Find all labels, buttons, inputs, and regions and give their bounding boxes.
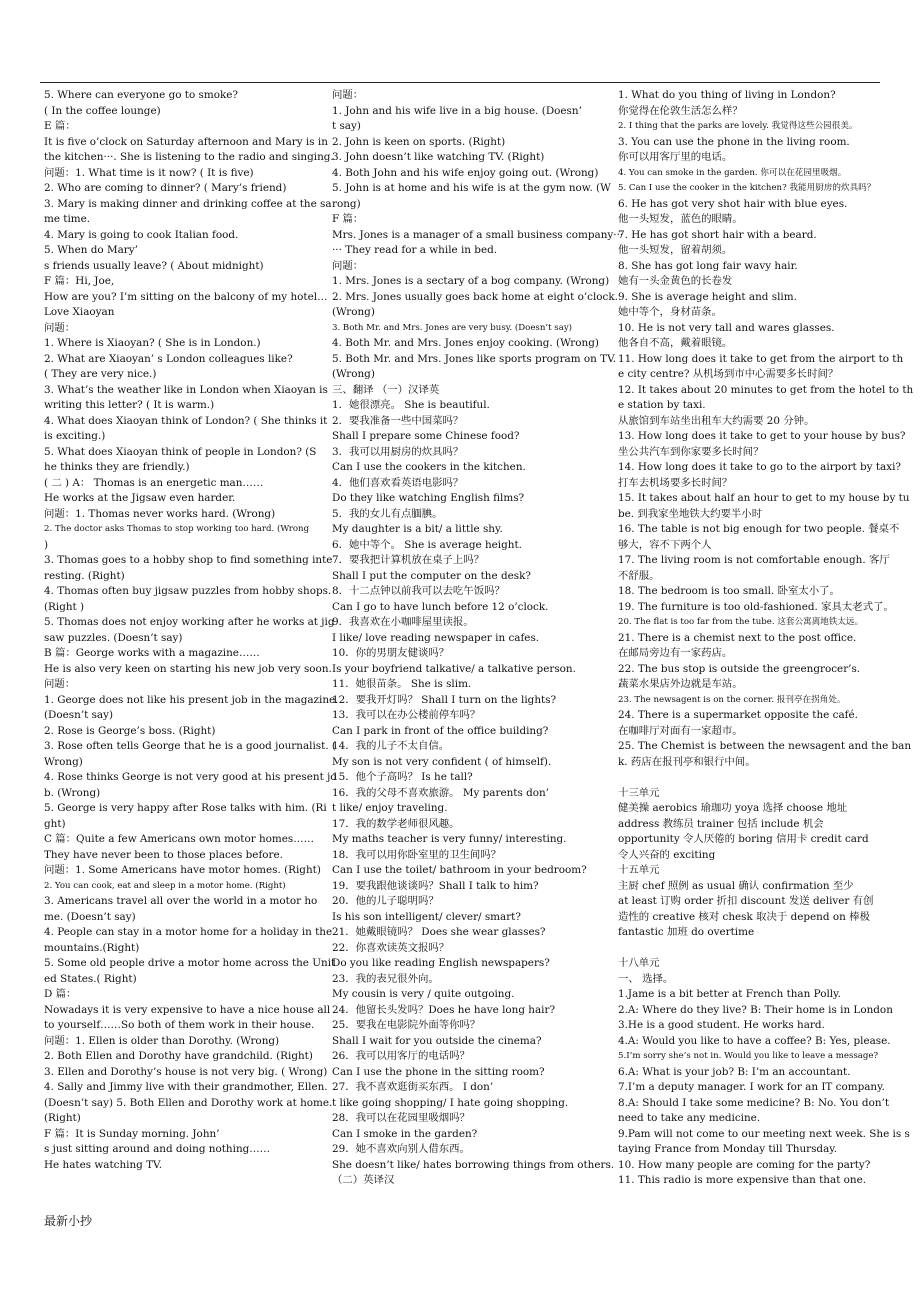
text-line: 2. Mrs. Jones usually goes back home at eight o’clock. [332,290,618,303]
text-line: 2. John is keen on sports. (Right) [332,135,506,148]
text-line: resting. (Right) [44,569,125,582]
text-line: Is his son intelligent/ clever/ smart? [332,910,521,923]
text-line: (Doesn’t say) 5. Both Ellen and Dorothy work at home. [44,1096,333,1109]
text-line: (Wrong) [332,368,375,380]
text-line: 3.He is a good student. He works hard. [618,1019,825,1031]
text-line: 13. How long does it take to get to your house by bus? [618,430,906,442]
text-line: 2. You can cook, eat and sleep in a motor home. (Right) [44,880,286,891]
text-line: 在咖啡厅对面有一家超市。 [618,724,743,737]
text-line: address 教练员 trainer 包括 include 机会 [618,817,824,830]
text-line: 你觉得在伦敦生活怎么样？ [618,104,743,117]
text-line: fantastic 加班 do overtime [618,926,755,938]
text-line: He is also very keen on starting his new job very soon. [44,662,332,675]
text-line: 12．要我开灯吗？ Shall I turn on the lights? [332,693,557,706]
text-line: need to take any medicine. [618,1112,761,1124]
text-line: 造性的 creative 核对 chesk 取决于 depend on 棒极 [618,910,870,923]
text-line: 17. The living room is not comfortable enough. 客厅 [618,554,890,566]
text-line: 20. The flat is too far from the tube. 这套公寓离地铁太远。 [618,617,864,627]
text-line: 16. The table is not big enough for two people. 餐桌不 [618,523,900,535]
text-line: e station by taxi. [618,399,706,411]
text-line: is exciting.) [44,430,106,442]
text-line: 问题： [332,89,364,101]
text-line: I like/ love reading newspaper in cafes. [332,631,540,644]
text-line: 14. How long does it take to go to the airport by taxi? [618,461,901,473]
text-line: 4．他们喜欢看英语电影吗？ [332,476,464,489]
text-line: 4. Both Mr. and Mrs. Jones enjoy cooking. (Wrong) [332,337,599,349]
text-line: 9.Pam will not come to our meeting next week. She is s [618,1127,910,1140]
text-line: e city centre? 从机场到市中心需要多长时间？ [618,368,839,380]
text-line: 5. Thomas does not enjoy working after he works at jig [44,616,335,628]
text-line: 1. Where is Xiaoyan? ( She is in London.) [44,337,261,349]
text-line: 2. Who are coming to dinner? ( Mary’s friend) [44,182,287,194]
text-line: B 篇：George works with a magazine…… [44,647,260,659]
text-line: to yourself……So both of them work in their house. [44,1019,315,1031]
text-line: 10．你的男朋友健谈吗？ [332,647,450,659]
top-rule [40,82,880,83]
text-line: 5．我的女儿有点腼腆。 [332,507,443,520]
text-line: 25．要我在电影院外面等你吗？ [332,1019,481,1031]
text-line: 6. He has got very shot hair with blue eyes. [618,197,848,210]
text-line: 25. The Chemist is between the newsagent and the ban [618,740,912,752]
text-line: She doesn’t like/ hates borrowing things from others. [332,1158,615,1171]
text-line: saw puzzles. (Doesn’t say) [44,631,183,644]
text-line: me time. [44,213,91,225]
text-line: Can I use the toilet/ bathroom in your bedroom? [332,864,587,876]
text-line: 3. Both Mr. and Mrs. Jones are very busy. (Doesn’t say) [332,322,573,333]
text-line: 4. You can smoke in the garden. 你可以在花园里吸烟。 [618,167,847,178]
text-line: 打车去机场要多长时间？ [618,476,733,489]
text-line: 15．他个子高吗？ Is he tall? [332,771,473,783]
text-line: 1. What do you thing of living in London? [618,89,836,101]
text-line: 19. The furniture is too old-fashioned. 家具太老式了。 [618,600,894,613]
text-line: 4. Rose thinks George is not very good at his present jo [44,771,337,783]
text-line: ( 二 ) A： Thomas is an energetic man…… [44,476,264,489]
text-line: 5. Where can everyone go to smoke? [44,89,238,101]
text-line: C 篇：Quite a few Americans own motor homes…… [44,833,315,845]
text-line: ed States.( Right) [44,972,137,985]
text-line: 2．要我准备一些中国菜吗？ [332,414,464,427]
text-line: 5. Some old people drive a motor home across the Unit [44,957,336,969]
text-line: 问题：1. Ellen is older than Dorothy. (Wrong) [44,1034,280,1047]
text-line: me. (Doesn’t say) [44,910,136,923]
text-line: 18. The bedroom is too small. 卧室太小了。 [618,585,840,597]
page-footer: 最新小抄 [44,1214,93,1228]
text-line: 十八单元 [618,957,660,969]
text-line: ( They are very nice.) [44,368,157,380]
text-line: 8. She has got long fair wavy hair. [618,259,798,272]
text-line: Shall I wait for you outside the cinema? [332,1034,542,1047]
text-line: Shall I put the computer on the desk? [332,569,531,582]
text-line: 你可以用客厅里的电话。 [618,151,733,163]
text-line: 5. Can I use the cooker in the kitchen? 我能用厨房的炊具吗？ [618,183,876,193]
text-line: 27．我不喜欢逛街买东西。 I don’ [332,1081,494,1093]
text-line: 问题：1. Some Americans have motor homes. (Right) [44,864,321,876]
text-line: 3. Americans travel all over the world in a motor ho [44,895,318,907]
text-line: t like/ enjoy traveling. [332,802,448,814]
text-line: writing this letter? ( It is warm.) [44,399,215,411]
text-line: 28．我可以在花园里吸烟吗？ [332,1112,470,1124]
text-line: 2. The doctor asks Thomas to stop working too hard. (Wrong [44,524,310,534]
text-line: 2. I thing that the parks are lovely. 我觉得这些公园很美。 [618,121,858,131]
text-line: (Wrong) [332,306,375,318]
text-line: 4. Mary is going to cook Italian food. [44,228,239,241]
text-line: rong) [332,197,361,210]
text-line: Nowadays it is very expensive to have a nice house all [44,1003,331,1016]
text-line: 9. She is average height and slim. [618,290,797,303]
text-line: 7. He has got short hair with a beard. [618,228,817,241]
text-line: 20．他的儿子聪明吗？ [332,895,439,907]
text-line: He works at the Jigsaw even harder. [44,492,236,504]
text-line: 3. What’s the weather like in London when Xiaoyan is [44,383,328,396]
text-line: My son is not very confident ( of himself). [332,755,552,768]
text-line: (Doesn’t say) [44,709,114,721]
text-line: 11．她很苗条。 She is slim. [332,678,472,690]
text-line: 4. What does Xiaoyan think of London? ( She thinks it [44,414,328,427]
text-line: 令人兴奋的 exciting [618,848,716,861]
text-line: 5. George is very happy after Rose talks with him. (Ri [44,802,327,814]
text-line: mountains.(Right) [44,941,140,954]
text-line: 29．她不喜欢向别人借东西。 [332,1143,470,1155]
text-line: 15. It takes about half an hour to get to my house by tu [618,492,910,504]
text-line: 26．我可以用客厅的电话吗？ [332,1050,470,1062]
text-line: They have never been to those places before. [44,848,283,861]
text-line: Can I smoke in the garden? [332,1127,478,1140]
text-line: 5. Both Mr. and Mrs. Jones like sports program on TV. [332,352,617,365]
text-line: 在邮局旁边有一家药店。 [618,647,733,659]
text-line: 24．他留长头发吗？Does he have long hair? [332,1003,556,1016]
text-line: 健美操 aerobics 瑜珈功 yoya 选择 choose 地址 [618,802,848,814]
text-line: 2. Both Ellen and Dorothy have grandchild. (Right) [44,1050,313,1062]
text-line: 8.A: Should I take some medicine? B: No. You don’t [618,1096,890,1109]
text-line: ( In the coffee lounge) [44,104,161,117]
text-line: 他一头短发，蓝色的眼睛。 [618,213,743,225]
text-line: 1. Mrs. Jones is a sectary of a bog company. (Wrong) [332,275,610,287]
text-line: ··· They read for a while in bed. [332,244,498,256]
text-line: t say) [332,120,361,132]
text-line: 7．要我把计算机放在桌子上吗？ [332,554,485,566]
text-line: 16．我的父母不喜欢旅游。 My parents don’ [332,786,549,799]
text-line: 6.A: What is your job? B: I’m an accountant. [618,1065,851,1078]
text-line: F 篇：Hi, Joe, [44,275,115,287]
text-line [618,770,880,786]
text-line: 十三单元 [618,786,660,799]
text-line: 12. It takes about 20 minutes to get from the hotel to th [618,383,914,396]
text-line: 4. Sally and Jimmy live with their grandmother, Ellen. [44,1081,328,1093]
text-line: k. 药店在报刊亭和银行中间。 [618,755,756,768]
text-line: Can I go to have lunch before 12 o’clock. [332,600,549,613]
text-column-middle [332,88,624,1189]
text-line: Mrs. Jones is a manager of a small business company··· [332,228,624,241]
text-line: 19．要我跟他谈谈吗？Shall I talk to him? [332,879,539,892]
text-line: 7.I’m a deputy manager. I work for an IT company. [618,1081,885,1093]
text-line: b. (Wrong) [44,786,101,799]
text-line: It is five o’clock on Saturday afternoon and Mary is in [44,135,328,148]
text-line: Shall I prepare some Chinese food? [332,430,520,442]
text-line: s just sitting around and doing nothing…… [44,1143,271,1155]
text-line: 22. The bus stop is outside the greengrocer’s. [618,662,861,675]
text-line: ght) [44,817,66,830]
text-line: 5. John is at home and his wife is at the gym now. (W [332,182,611,194]
text-line: the kitchen···. She is listening to the radio and singing. [44,151,334,163]
text-line: 十五单元 [618,864,660,876]
text-line: opportunity 令人厌倦的 boring 信用卡 credit card [618,833,869,845]
text-line: 10. How many people are coming for the party? [618,1158,871,1171]
text-line: 他一头短发，留着胡须。 [618,244,733,256]
text-line: 3．我可以用厨房的炊具吗？ [332,445,464,458]
text-line: Do they like watching English films? [332,492,525,504]
text-line: he thinks they are friendly.) [44,461,190,473]
text-line: 她有一头金黄色的长卷发 [618,275,733,287]
text-line: 4. Thomas often buy jigsaw puzzles from hobby shops. [44,585,332,597]
text-line: F 篇：It is Sunday morning. John’ [44,1127,220,1140]
text-line: Can I park in front of the office building? [332,724,549,737]
text-line: (Right) [44,1112,81,1124]
text-line: 21. There is a chemist next to the post office. [618,631,857,644]
text-line: 3. Rose often tells George that he is a good journalist. ( [44,740,336,752]
text-line: My maths teacher is very funny/ interesting. [332,833,567,845]
text-line: 1．她很漂亮。 She is beautiful. [332,399,490,411]
text-line: 3. John doesn’t like watching TV. (Right) [332,151,545,163]
text-line: 2. What are Xiaoyan’ s London colleagues like? [44,352,293,365]
text-line: t like going shopping/ I hate going shopping. [332,1096,569,1109]
text-line: 主厨 chef 照例 as usual 确认 confirmation 至少 [618,879,854,892]
text-line: 蔬菜水果店外边就是车站。 [618,678,743,690]
text-line: Is your boyfriend talkative/ a talkative person. [332,662,576,675]
text-line: 一、 选择。 [618,972,674,985]
text-line: 5.I’m sorry she’s not in. Would you like to leave a message? [618,1051,879,1061]
text-line: 14．我的儿子不太自信。 [332,740,450,752]
text-line: Can I use the cookers in the kitchen. [332,461,526,473]
text-line: 5. What does Xiaoyan think of people in London? (S [44,445,317,458]
text-line: 问题： [44,321,76,334]
text-line: 23．我的表兄很外向。 [332,972,439,985]
text-line: Can I use the phone in the sitting room? [332,1065,545,1078]
text-line: 1.Jame is a bit better at French than Polly. [618,988,841,1000]
text-line: 17．我的数学老师很风趣。 [332,817,460,830]
text-line: 11. This radio is more expensive than that one. [618,1174,867,1186]
text-line: 18．我可以用你卧室里的卫生间吗？ [332,848,502,861]
text-line: Love Xiaoyan [44,306,115,318]
text-line [618,941,880,957]
text-line: My cousin is very / quite outgoing. [332,988,515,1000]
text-line: Do you like reading English newspapers? [332,957,550,969]
text-line: be. 到我家坐地铁大约要半小时 [618,507,763,520]
text-line: 6．她中等个。 She is average height. [332,538,522,551]
text-line: 22．你喜欢读英文报吗？ [332,941,450,954]
text-line: My daughter is a bit/ a little shy. [332,523,503,535]
text-line: （二）英译汉 [332,1174,395,1186]
text-line: He hates watching TV. [44,1158,163,1171]
text-line: 问题： [332,259,364,272]
text-line: 8．十二点钟以前我可以去吃午饭吗？ [332,585,505,597]
text-line: ) [44,538,49,551]
text-line: 问题： [44,678,76,690]
text-line: D 篇： [44,988,77,1000]
text-line: F 篇： [332,213,364,225]
text-line: 10. He is not very tall and wares glasses. [618,321,835,334]
text-line: 从旅馆到车站坐出租车大约需要 20 分钟。 [618,414,815,427]
text-line: 1. George does not like his present job in the magazine. [44,693,339,706]
text-line: 坐公共汽车到你家要多长时间？ [618,445,764,458]
text-line: (Right ) [44,600,85,613]
text-line: Wrong) [44,755,83,768]
text-line: 3. Ellen and Dorothy’s house is not very big. ( Wrong) [44,1065,328,1078]
text-column-left [44,88,339,1173]
text-line: 3. Mary is making dinner and drinking coffee at the sa [44,197,332,210]
text-line: at least 订购 order 折扣 discount 发送 deliver 有创 [618,895,874,907]
text-line: 4. Both John and his wife enjoy going out. (Wrong) [332,166,599,179]
text-line: 21．她戴眼镜吗？ Does she wear glasses? [332,926,546,938]
text-line: 1. John and his wife live in a big house. (Doesn’ [332,104,582,117]
text-line: 不舒服。 [618,569,660,582]
text-line: 问题：1. Thomas never works hard. (Wrong) [44,507,276,520]
text-line: 2.A: Where do they live? B: Their home is in London [618,1003,893,1016]
text-line: 问题：1. What time is it now? ( It is five) [44,166,254,179]
text-line: 9．我喜欢在小咖啡屋里读报。 [332,616,474,628]
text-line: 4. People can stay in a motor home for a holiday in the [44,926,333,938]
text-line: 3. You can use the phone in the living room. [618,135,850,148]
text-line: 够大，容不下两个人 [618,538,712,551]
text-column-right [618,88,914,1189]
text-line: 她中等个，身材苗条。 [618,306,722,318]
text-line: 4.A: Would you like to have a coffee? B: Yes, please. [618,1034,891,1047]
text-line: 23. The newsagent is on the corner. 报刊亭在拐角处。 [618,694,846,705]
text-line: taying France from Monday till Thursday. [618,1143,838,1155]
text-line: s friends usually leave? ( About midnight) [44,259,264,272]
text-line: 5. When do Mary’ [44,244,138,256]
text-line: 3. Thomas goes to a hobby shop to find something inte [44,554,333,566]
text-line: 24. There is a supermarket opposite the café. [618,709,858,721]
text-line: 2. Rose is George’s boss. (Right) [44,724,216,737]
text-line: E 篇： [44,120,76,132]
text-line: 11. How long does it take to get from the airport to th [618,352,904,365]
text-line: 他各自不高，戴着眼镜。 [618,337,733,349]
text-line: 13．我可以在办公楼前停车吗？ [332,709,481,721]
text-line: 三、翻译 （一）汉译英 [332,383,440,396]
text-line: How are you? I’m sitting on the balcony of my hotel… [44,290,328,303]
